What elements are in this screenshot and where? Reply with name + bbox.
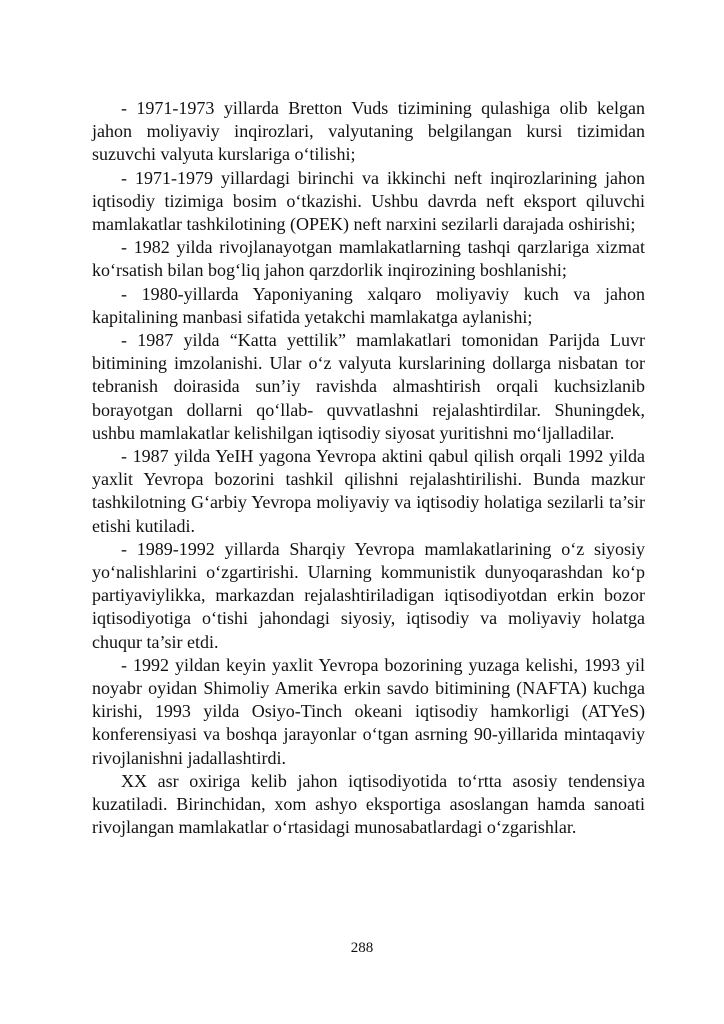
paragraph-japan: - 1980-yillarda Yaponiyaning xalqaro moliyaviy kuch va jahon kapitalining manbasi sifatida yetakchi mamlakatga aylanishi; (92, 283, 645, 327)
paragraph-oil-crises: - 1971-1979 yillardagi birinchi va ikkinchi neft inqirozlarining jahon iqtisodiy tizimiga bosim o‘tkazishi. Ushbu davrda neft eksport qiluvchi mamlakatlar tashkilotining (OPEK) neft narxini sezilarli darajada oshirishi; (92, 167, 645, 235)
paragraph-single-european-act: - 1987 yilda YeIH yagona Yevropa aktini qabul qilish orqali 1992 yilda yaxlit Yevropa bozorini tashkil qilishni rejalashtirilishi. Bunda mazkur tashkilotning G‘arbiy Yevropa moliyaviy va iqtisodiy holatiga sezilarli ta’sir etishi kutiladi. (92, 446, 645, 536)
paragraph-eastern-europe: - 1989-1992 yillarda Sharqiy Yevropa mamlakatlarining o‘z siyosiy yo‘nalishlarini o‘zgartirishi. Ularning kommunistik dunyoqarashdan ko‘p partiyaviylikka, markazdan rejalashtiriladigan iqtisodiyotdan erkin bozor iqtisodiyotiga o‘tishi jahondagi siyosiy, iqtisodiy va moliyaviy holatga chuqur ta’sir etdi. (92, 538, 645, 652)
paragraph-regional-integration: - 1992 yildan keyin yaxlit Yevropa bozorining yuzaga kelishi, 1993 yil noyabr oyidan Shimoliy Amerika erkin savdo bitimining (NAFTA) kuchga kirishi, 1993 yilda Osiyo-Tinch okeani iqtisodiy hamkorligi (ATYeS) konferensiyasi va boshqa jarayonlar o‘tgan asrning 90-yillarida mintaqaviy rivojlanishni jadallashtirdi. (92, 654, 645, 768)
page-number: 288 (350, 940, 374, 956)
paragraph-louvre-accord: - 1987 yilda “Katta yettilik” mamlakatlari tomonidan Parijda Luvr bitimining imzolanishi. Ular o‘z valyuta kurslarining dollarga nisbatan tor tebranish doirasida sun’iy ravishda almashtirish orqali kuchsizlanib borayotgan dollarni qo‘llab- quvvatlashni rejalashtirdilar. Shuningdek, ushbu mamlakatlar kelishilgan iqtisodiy siyosat yuritishni mo‘ljalladilar. (92, 330, 645, 443)
paragraph-debt-crisis: - 1982 yilda rivojlanayotgan mamlakatlarning tashqi qarzlariga xizmat ko‘rsatish bilan bog‘liq jahon qarzdorlik inqirozining boshlanishi; (92, 237, 645, 281)
paragraph-bretton-woods: - 1971-1973 yillarda Bretton Vuds tizimining qulashiga olib kelgan jahon moliyaviy inqirozlari, valyutaning belgilangan kursi tizimidan suzuvchi valyuta kurslariga o‘tilishi; (92, 98, 645, 165)
paragraph-xx-century-tendencies: XX asr oxiriga kelib jahon iqtisodiyotida to‘rtta asosiy tendensiya kuzatiladi. Birinchidan, xom ashyo eksportiga asoslangan hamda sanoati rivojlangan mamlakatlar o‘rtasidagi munosabatlardagi o‘zgarishlar. (92, 770, 645, 838)
body-text (92, 97, 645, 840)
